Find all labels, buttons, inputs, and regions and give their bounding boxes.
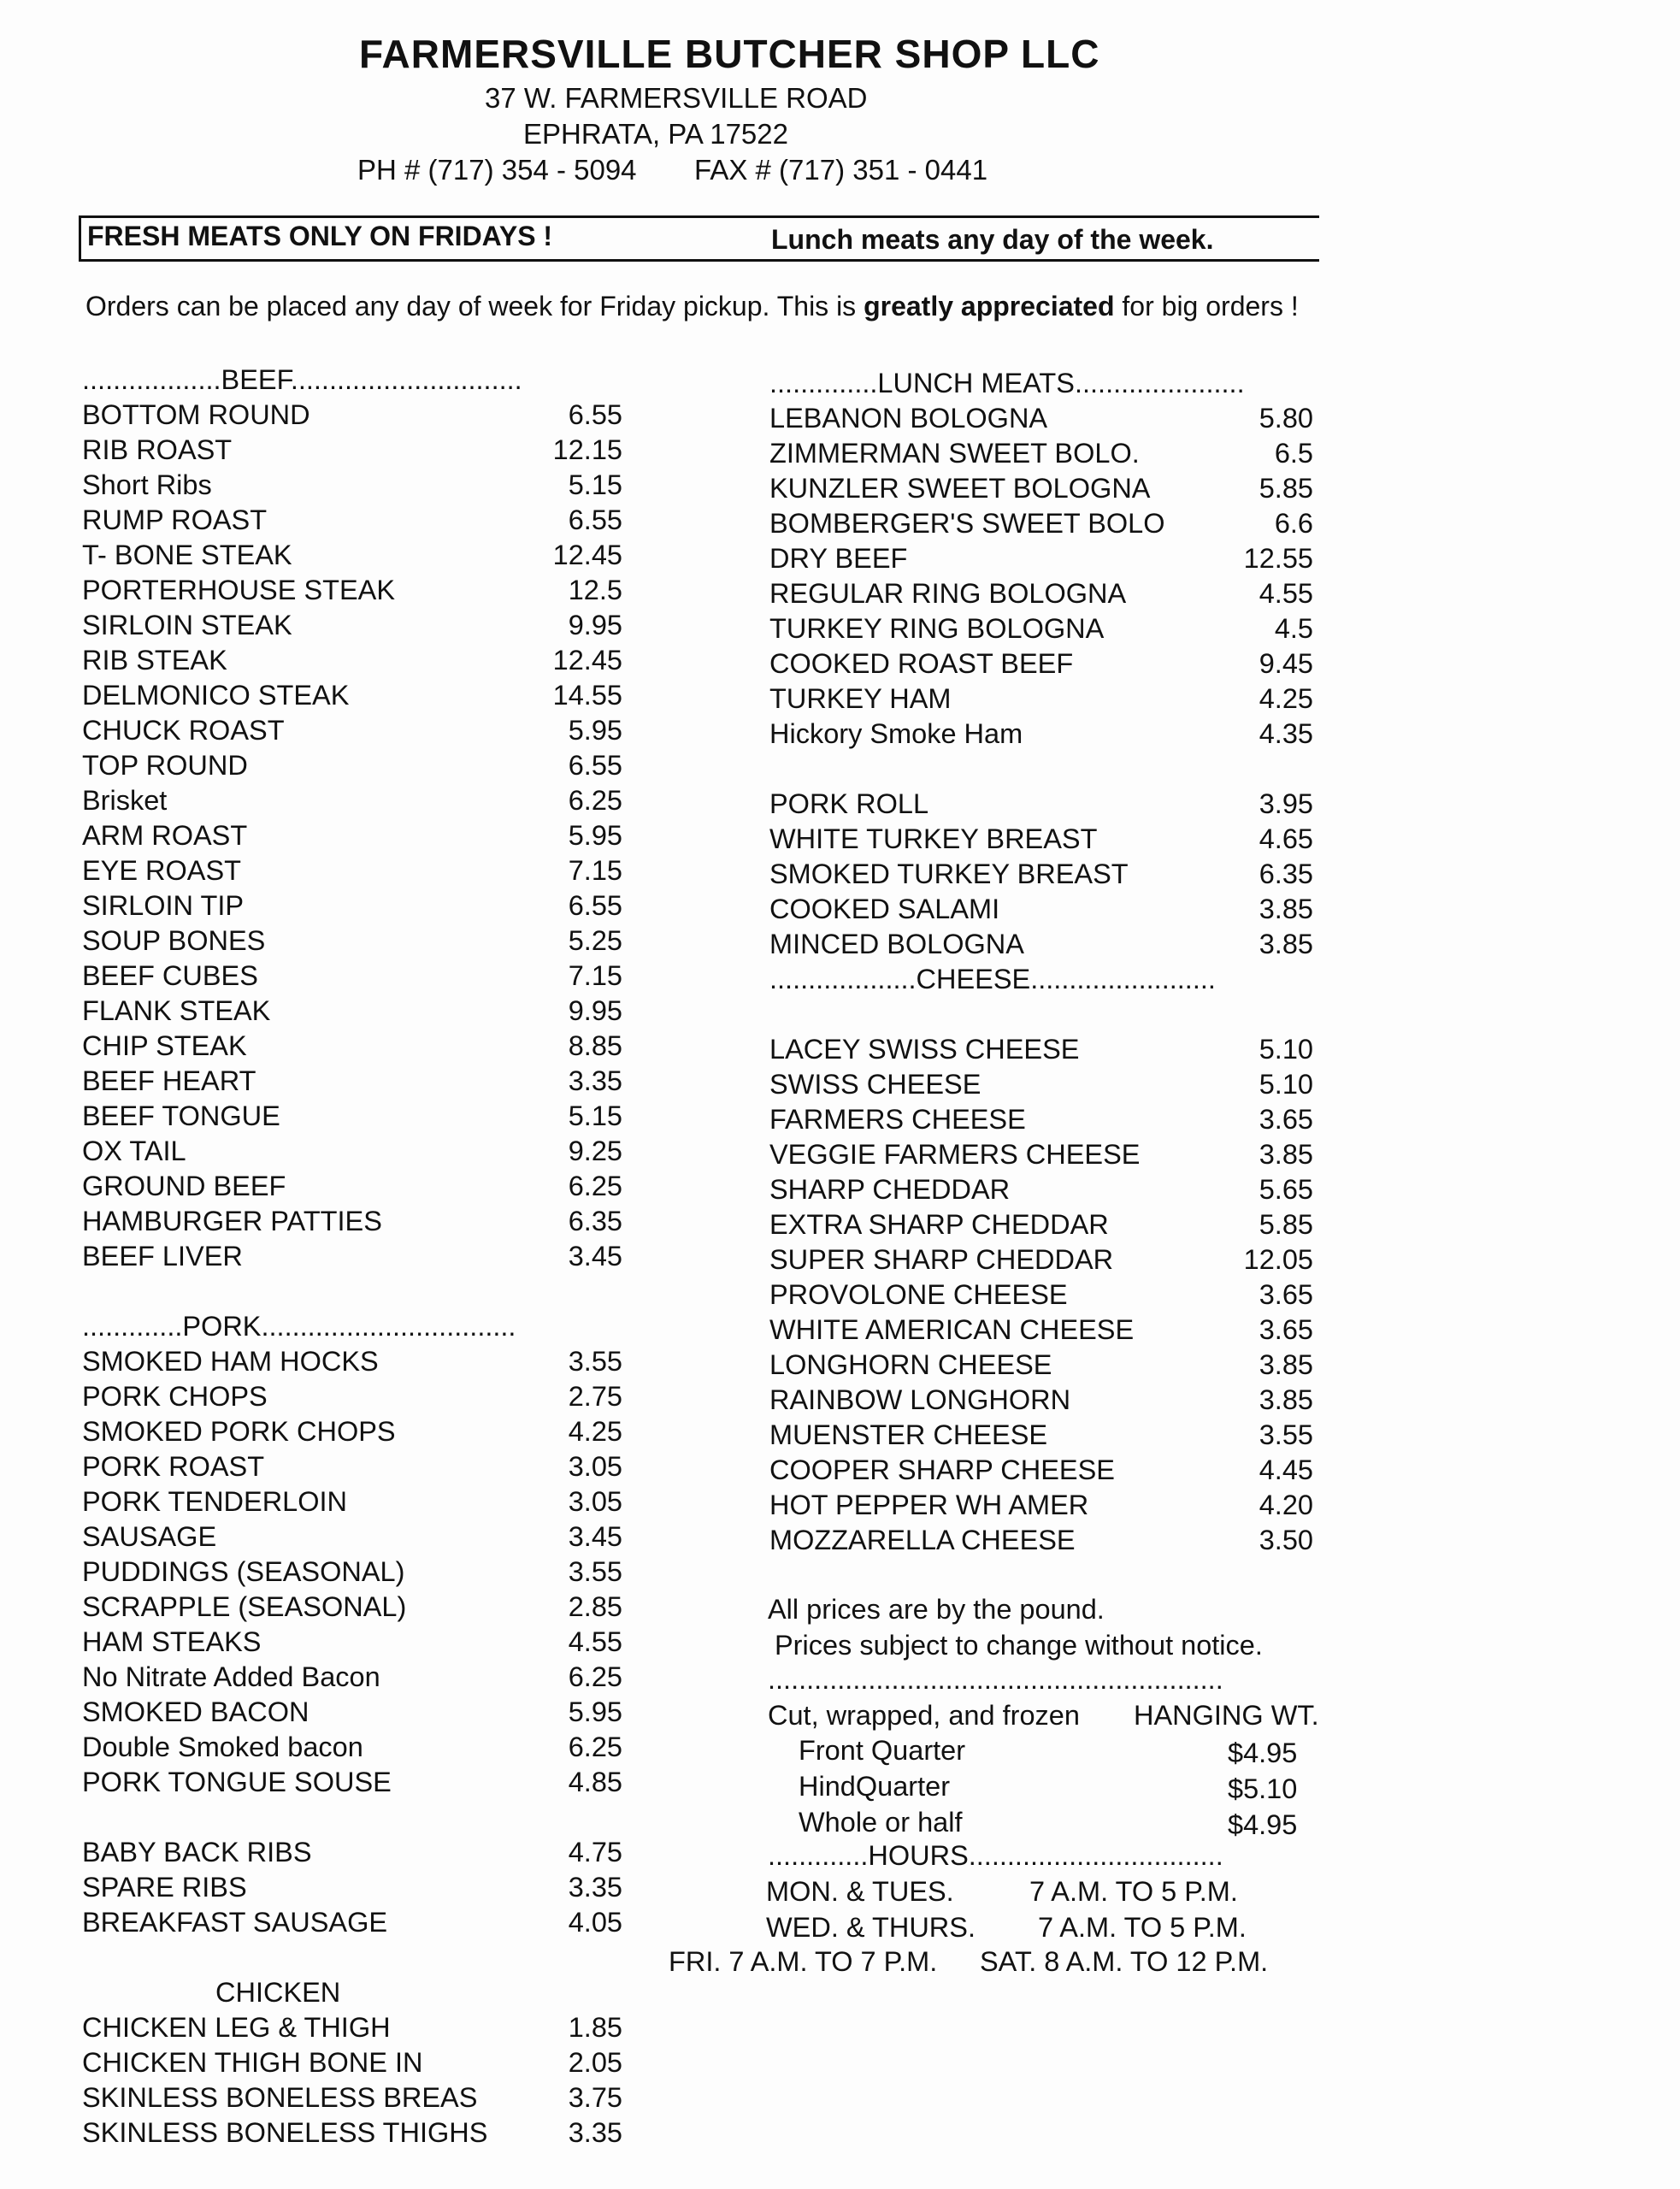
item-price: 12.5 <box>568 575 622 605</box>
item-name: MINCED BOLOGNA <box>769 929 1024 959</box>
list-item <box>82 1029 622 1064</box>
item-price: 8.85 <box>568 1030 622 1061</box>
list-item <box>82 923 622 959</box>
item-name: COOKED SALAMI <box>769 894 1000 924</box>
item-name: SMOKED PORK CHOPS <box>82 1416 396 1447</box>
item-price: 4.45 <box>1259 1454 1313 1485</box>
item-name: BEEF HEART <box>82 1065 256 1096</box>
item-name: PORK ROAST <box>82 1451 265 1482</box>
phone-number: PH # (717) 354 - 5094 <box>357 154 637 186</box>
front-quarter-price: $4.95 <box>1228 1738 1298 1768</box>
item-price: 2.05 <box>568 2047 622 2078</box>
item-price: 12.45 <box>552 540 622 570</box>
item-name: LEBANON BOLOGNA <box>769 403 1048 434</box>
list-item <box>769 892 1313 927</box>
list-item <box>769 787 1313 822</box>
hanging-weight-header: HANGING WT. <box>1134 1700 1319 1731</box>
list-item <box>82 2080 622 2115</box>
list-item <box>82 1730 622 1765</box>
list-item <box>82 1169 622 1204</box>
item-price: 3.85 <box>1259 929 1313 959</box>
list-item <box>82 959 622 994</box>
chicken-heading <box>82 1975 622 2010</box>
list-item <box>82 503 622 538</box>
item-name: BEEF CUBES <box>82 960 258 991</box>
item-price: 4.85 <box>568 1767 622 1797</box>
list-item <box>769 611 1313 646</box>
item-price: 3.45 <box>568 1241 622 1272</box>
list-item <box>82 1870 622 1905</box>
item-name: PORK CHOPS <box>82 1381 268 1412</box>
item-name: Hickory Smoke Ham <box>769 718 1023 749</box>
item-price: 12.05 <box>1243 1244 1313 1275</box>
list-item <box>769 1488 1313 1523</box>
fresh-meats-notice: FRESH MEATS ONLY ON FRIDAYS ! <box>87 221 553 251</box>
list-item <box>769 541 1313 576</box>
item-name: T- BONE STEAK <box>82 540 292 570</box>
list-item <box>82 1064 622 1099</box>
item-price: 3.85 <box>1259 894 1313 924</box>
list-item <box>82 2045 622 2080</box>
list-item <box>769 1348 1313 1383</box>
item-name: MOZZARELLA CHEESE <box>769 1525 1076 1555</box>
item-price: 6.5 <box>1274 438 1313 469</box>
item-price: 3.85 <box>1259 1384 1313 1415</box>
item-name: PUDDINGS (SEASONAL) <box>82 1556 405 1587</box>
list-item <box>769 1172 1313 1207</box>
item-price: 3.65 <box>1259 1314 1313 1345</box>
list-item <box>82 433 622 468</box>
list-item <box>82 2115 622 2151</box>
item-price: 6.35 <box>1259 858 1313 889</box>
beef-heading: ..................BEEF.............................. <box>82 364 522 395</box>
item-price: 1.85 <box>568 2012 622 2043</box>
item-price: 6.55 <box>568 504 622 535</box>
chicken-heading-text: CHICKEN <box>215 1977 341 2008</box>
item-price: 5.65 <box>1259 1174 1313 1205</box>
item-price: 12.55 <box>1243 543 1313 574</box>
notes-divider: ........................................................... <box>768 1664 1223 1695</box>
item-name: TURKEY RING BOLOGNA <box>769 613 1105 644</box>
item-price: 12.45 <box>552 645 622 676</box>
list-item <box>82 1765 622 1800</box>
item-price: 5.15 <box>568 469 622 500</box>
list-item <box>769 717 1313 752</box>
shop-title: FARMERSVILLE BUTCHER SHOP LLC <box>359 32 1100 76</box>
item-name: SUPER SHARP CHEDDAR <box>769 1244 1114 1275</box>
lunch-meats-notice: Lunch meats any day of the week. <box>771 224 1214 255</box>
item-price: 3.55 <box>1259 1419 1313 1450</box>
item-name: SWISS CHEESE <box>769 1069 981 1100</box>
list-item <box>82 1695 622 1730</box>
item-name: PORK TONGUE SOUSE <box>82 1767 392 1797</box>
item-name: SPARE RIBS <box>82 1872 247 1903</box>
item-price: 9.25 <box>568 1136 622 1166</box>
item-name: Brisket <box>82 785 168 816</box>
item-price: 4.05 <box>568 1907 622 1938</box>
list-item <box>82 398 622 433</box>
list-item <box>82 748 622 783</box>
item-price: 9.45 <box>1259 648 1313 679</box>
list-item <box>769 822 1313 857</box>
list-item <box>82 1414 622 1449</box>
item-price: 5.95 <box>568 1696 622 1727</box>
item-price: 5.25 <box>568 925 622 956</box>
item-name: PROVOLONE CHEESE <box>769 1279 1068 1310</box>
cheese-list <box>769 1032 1313 1558</box>
item-price: 5.85 <box>1259 473 1313 504</box>
cut-wrapped-label: Cut, wrapped, and frozen <box>768 1700 1080 1731</box>
item-name: GROUND BEEF <box>82 1171 286 1201</box>
list-item <box>82 1519 622 1555</box>
item-price: 3.75 <box>568 2082 622 2113</box>
item-name: FARMERS CHEESE <box>769 1104 1026 1135</box>
item-price: 6.35 <box>568 1206 622 1236</box>
list-item <box>82 1379 622 1414</box>
ribs-list <box>82 1835 622 1940</box>
wed-thurs-label: WED. & THURS. <box>766 1912 976 1943</box>
item-price: 3.05 <box>568 1451 622 1482</box>
list-item <box>82 1204 622 1239</box>
prices-by-pound-note: All prices are by the pound. <box>768 1594 1105 1625</box>
list-item <box>769 1137 1313 1172</box>
item-price: 5.15 <box>568 1100 622 1131</box>
list-item <box>769 401 1313 436</box>
item-name: SMOKED TURKEY BREAST <box>769 858 1129 889</box>
spacer <box>769 997 1317 1032</box>
list-item <box>82 1344 622 1379</box>
item-name: DELMONICO STEAK <box>82 680 350 711</box>
item-name: RIB STEAK <box>82 645 227 676</box>
item-price: 5.10 <box>1259 1069 1313 1100</box>
item-price: 9.95 <box>568 610 622 640</box>
list-item <box>82 1099 622 1134</box>
item-name: BEEF TONGUE <box>82 1100 280 1131</box>
item-name: HAMBURGER PATTIES <box>82 1206 382 1236</box>
item-name: FLANK STEAK <box>82 995 271 1026</box>
item-name: VEGGIE FARMERS CHEESE <box>769 1139 1141 1170</box>
prices-change-note: Prices subject to change without notice. <box>775 1630 1263 1661</box>
list-item <box>769 646 1313 681</box>
list-item <box>769 436 1313 471</box>
item-price: 4.55 <box>1259 578 1313 609</box>
item-name: HOT PEPPER WH AMER <box>769 1490 1089 1520</box>
list-item <box>769 1207 1313 1242</box>
item-price: 3.95 <box>1259 788 1313 819</box>
list-item <box>769 1242 1313 1277</box>
list-item <box>769 1067 1313 1102</box>
item-name: SIRLOIN TIP <box>82 890 245 921</box>
item-name: LACEY SWISS CHEESE <box>769 1034 1080 1065</box>
item-price: 2.85 <box>568 1591 622 1622</box>
chicken-list <box>82 2010 622 2151</box>
list-item <box>769 1453 1313 1488</box>
item-price: 14.55 <box>552 680 622 711</box>
item-name: Short Ribs <box>82 469 212 500</box>
item-name: EYE ROAST <box>82 855 242 886</box>
spacer <box>82 1940 622 1975</box>
item-price: 4.55 <box>568 1626 622 1657</box>
list-item <box>82 1449 622 1484</box>
item-name: ARM ROAST <box>82 820 248 851</box>
spacer <box>82 1274 622 1309</box>
item-name: SKINLESS BONELESS THIGHS <box>82 2117 488 2148</box>
mon-tues-label: MON. & TUES. <box>766 1876 954 1907</box>
list-item <box>82 538 622 573</box>
list-item <box>769 681 1313 717</box>
item-name: No Nitrate Added Bacon <box>82 1661 380 1692</box>
item-name: SOUP BONES <box>82 925 266 956</box>
left-column <box>82 363 622 2151</box>
item-name: CHICKEN THIGH BONE IN <box>82 2047 423 2078</box>
right-column <box>769 366 1317 1558</box>
list-item <box>82 678 622 713</box>
friday-hours: FRI. 7 A.M. TO 7 P.M. <box>669 1946 938 1977</box>
list-item <box>769 1032 1313 1067</box>
list-item <box>82 1590 622 1625</box>
item-price: 4.25 <box>1259 683 1313 714</box>
item-price: 6.55 <box>568 399 622 430</box>
item-name: DRY BEEF <box>769 543 908 574</box>
list-item <box>82 1905 622 1940</box>
list-item <box>82 1239 622 1274</box>
item-name: WHITE TURKEY BREAST <box>769 823 1098 854</box>
lunch-meats-heading: ..............LUNCH MEATS...................... <box>769 368 1245 398</box>
item-name: RIB ROAST <box>82 434 233 465</box>
item-price: 5.80 <box>1259 403 1313 434</box>
item-name: CHICKEN LEG & THIGH <box>82 2012 391 2043</box>
item-price: 3.85 <box>1259 1139 1313 1170</box>
beef-list <box>82 398 622 1274</box>
item-price: 3.55 <box>568 1556 622 1587</box>
item-name: LONGHORN CHEESE <box>769 1349 1052 1380</box>
item-name: CHUCK ROAST <box>82 715 285 746</box>
item-price: 3.35 <box>568 2117 622 2148</box>
item-price: 3.65 <box>1259 1279 1313 1310</box>
item-price: 7.15 <box>568 855 622 886</box>
item-price: 3.50 <box>1259 1525 1313 1555</box>
item-name: BOMBERGER'S SWEET BOLO <box>769 508 1165 539</box>
item-name: TOP ROUND <box>82 750 248 781</box>
item-price: 12.15 <box>552 434 622 465</box>
address-line-1: 37 W. FARMERSVILLE ROAD <box>485 82 868 114</box>
list-item <box>82 853 622 888</box>
item-name: SMOKED BACON <box>82 1696 309 1727</box>
item-price: 3.65 <box>1259 1104 1313 1135</box>
cheese-heading: ...................CHEESE........................ <box>769 964 1216 994</box>
whole-half-label: Whole or half <box>799 1807 963 1838</box>
item-name: SKINLESS BONELESS BREAS <box>82 2082 478 2113</box>
list-item <box>769 1523 1313 1558</box>
list-item <box>82 1835 622 1870</box>
item-price: 5.85 <box>1259 1209 1313 1240</box>
item-name: WHITE AMERICAN CHEESE <box>769 1314 1135 1345</box>
item-name: COOPER SHARP CHEESE <box>769 1454 1115 1485</box>
hours-heading: .............HOURS................................. <box>768 1840 1223 1871</box>
item-name: EXTRA SHARP CHEDDAR <box>769 1209 1109 1240</box>
front-quarter-label: Front Quarter <box>799 1735 966 1766</box>
lunch-meats-list <box>769 401 1313 752</box>
item-name: COOKED ROAST BEEF <box>769 648 1074 679</box>
spacer <box>769 752 1317 787</box>
item-name: OX TAIL <box>82 1136 186 1166</box>
list-item <box>769 576 1313 611</box>
item-price: 3.35 <box>568 1065 622 1096</box>
item-name: SMOKED HAM HOCKS <box>82 1346 379 1377</box>
lunch-meats-list-2 <box>769 787 1313 962</box>
item-name: TURKEY HAM <box>769 683 952 714</box>
saturday-hours: SAT. 8 A.M. TO 12 P.M. <box>980 1946 1269 1977</box>
hind-quarter-price: $5.10 <box>1228 1773 1298 1804</box>
item-price: 4.75 <box>568 1837 622 1867</box>
list-item <box>769 1418 1313 1453</box>
item-price: 7.15 <box>568 960 622 991</box>
item-price: 6.25 <box>568 1661 622 1692</box>
orders-note <box>85 291 1299 322</box>
item-name: BOTTOM ROUND <box>82 399 310 430</box>
list-item <box>82 888 622 923</box>
item-price: 4.5 <box>1274 613 1313 644</box>
item-price: 6.25 <box>568 1171 622 1201</box>
list-item <box>82 1484 622 1519</box>
item-name: PORTERHOUSE STEAK <box>82 575 396 605</box>
list-item <box>769 506 1313 541</box>
list-item <box>769 1313 1313 1348</box>
item-price: 4.25 <box>568 1416 622 1447</box>
item-name: HAM STEAKS <box>82 1626 262 1657</box>
spacer <box>82 1800 622 1835</box>
item-name: BABY BACK RIBS <box>82 1837 312 1867</box>
item-price: 5.95 <box>568 820 622 851</box>
item-name: RUMP ROAST <box>82 504 268 535</box>
list-item <box>769 1102 1313 1137</box>
list-item <box>82 1555 622 1590</box>
wed-thurs-hours: 7 A.M. TO 5 P.M. <box>1038 1912 1247 1943</box>
list-item <box>82 1625 622 1660</box>
item-price: 6.25 <box>568 785 622 816</box>
pork-heading: .............PORK................................. <box>82 1311 516 1342</box>
mon-tues-hours: 7 A.M. TO 5 P.M. <box>1029 1876 1238 1907</box>
item-price: 2.75 <box>568 1381 622 1412</box>
item-name: SIRLOIN STEAK <box>82 610 292 640</box>
whole-half-price: $4.95 <box>1228 1809 1298 1840</box>
pork-list <box>82 1344 622 1800</box>
item-price: 4.20 <box>1259 1490 1313 1520</box>
list-item <box>82 643 622 678</box>
list-item <box>82 783 622 818</box>
item-name: MUENSTER CHEESE <box>769 1419 1048 1450</box>
item-name: RAINBOW LONGHORN <box>769 1384 1071 1415</box>
list-item <box>82 713 622 748</box>
list-item <box>82 818 622 853</box>
item-price: 4.65 <box>1259 823 1313 854</box>
list-item <box>82 608 622 643</box>
item-name: ZIMMERMAN SWEET BOLO. <box>769 438 1140 469</box>
item-price: 5.95 <box>568 715 622 746</box>
list-item <box>82 573 622 608</box>
list-item <box>769 927 1313 962</box>
list-item <box>82 1660 622 1695</box>
list-item <box>769 1383 1313 1418</box>
hind-quarter-label: HindQuarter <box>799 1771 951 1802</box>
item-name: BEEF LIVER <box>82 1241 243 1272</box>
item-name: PORK TENDERLOIN <box>82 1486 348 1517</box>
item-name: SHARP CHEDDAR <box>769 1174 1011 1205</box>
item-price: 9.95 <box>568 995 622 1026</box>
item-name: KUNZLER SWEET BOLOGNA <box>769 473 1151 504</box>
item-name: SCRAPPLE (SEASONAL) <box>82 1591 407 1622</box>
orders-note-before: Orders can be placed any day of week for Friday pickup. This is <box>85 291 864 322</box>
item-price: 4.35 <box>1259 718 1313 749</box>
list-item <box>82 1134 622 1169</box>
address-line-2: EPHRATA, PA 17522 <box>523 118 788 150</box>
item-price: 6.6 <box>1274 508 1313 539</box>
item-name: PORK ROLL <box>769 788 929 819</box>
item-price: 3.05 <box>568 1486 622 1517</box>
orders-note-after: for big orders ! <box>1114 291 1299 322</box>
item-price: 5.10 <box>1259 1034 1313 1065</box>
item-price: 6.55 <box>568 750 622 781</box>
item-price: 3.35 <box>568 1872 622 1903</box>
item-price: 3.55 <box>568 1346 622 1377</box>
item-name: Double Smoked bacon <box>82 1732 363 1762</box>
item-name: CHIP STEAK <box>82 1030 247 1061</box>
item-name: BREAKFAST SAUSAGE <box>82 1907 388 1938</box>
list-item <box>769 471 1313 506</box>
list-item <box>82 2010 622 2045</box>
item-name: SAUSAGE <box>82 1521 217 1552</box>
orders-note-bold: greatly appreciated <box>864 291 1115 322</box>
list-item <box>82 468 622 503</box>
item-price: 6.25 <box>568 1732 622 1762</box>
list-item <box>769 857 1313 892</box>
item-price: 6.55 <box>568 890 622 921</box>
item-price: 3.85 <box>1259 1349 1313 1380</box>
item-price: 3.45 <box>568 1521 622 1552</box>
item-name: REGULAR RING BOLOGNA <box>769 578 1127 609</box>
list-item <box>769 1277 1313 1313</box>
fax-number: FAX # (717) 351 - 0441 <box>694 154 988 186</box>
list-item <box>82 994 622 1029</box>
